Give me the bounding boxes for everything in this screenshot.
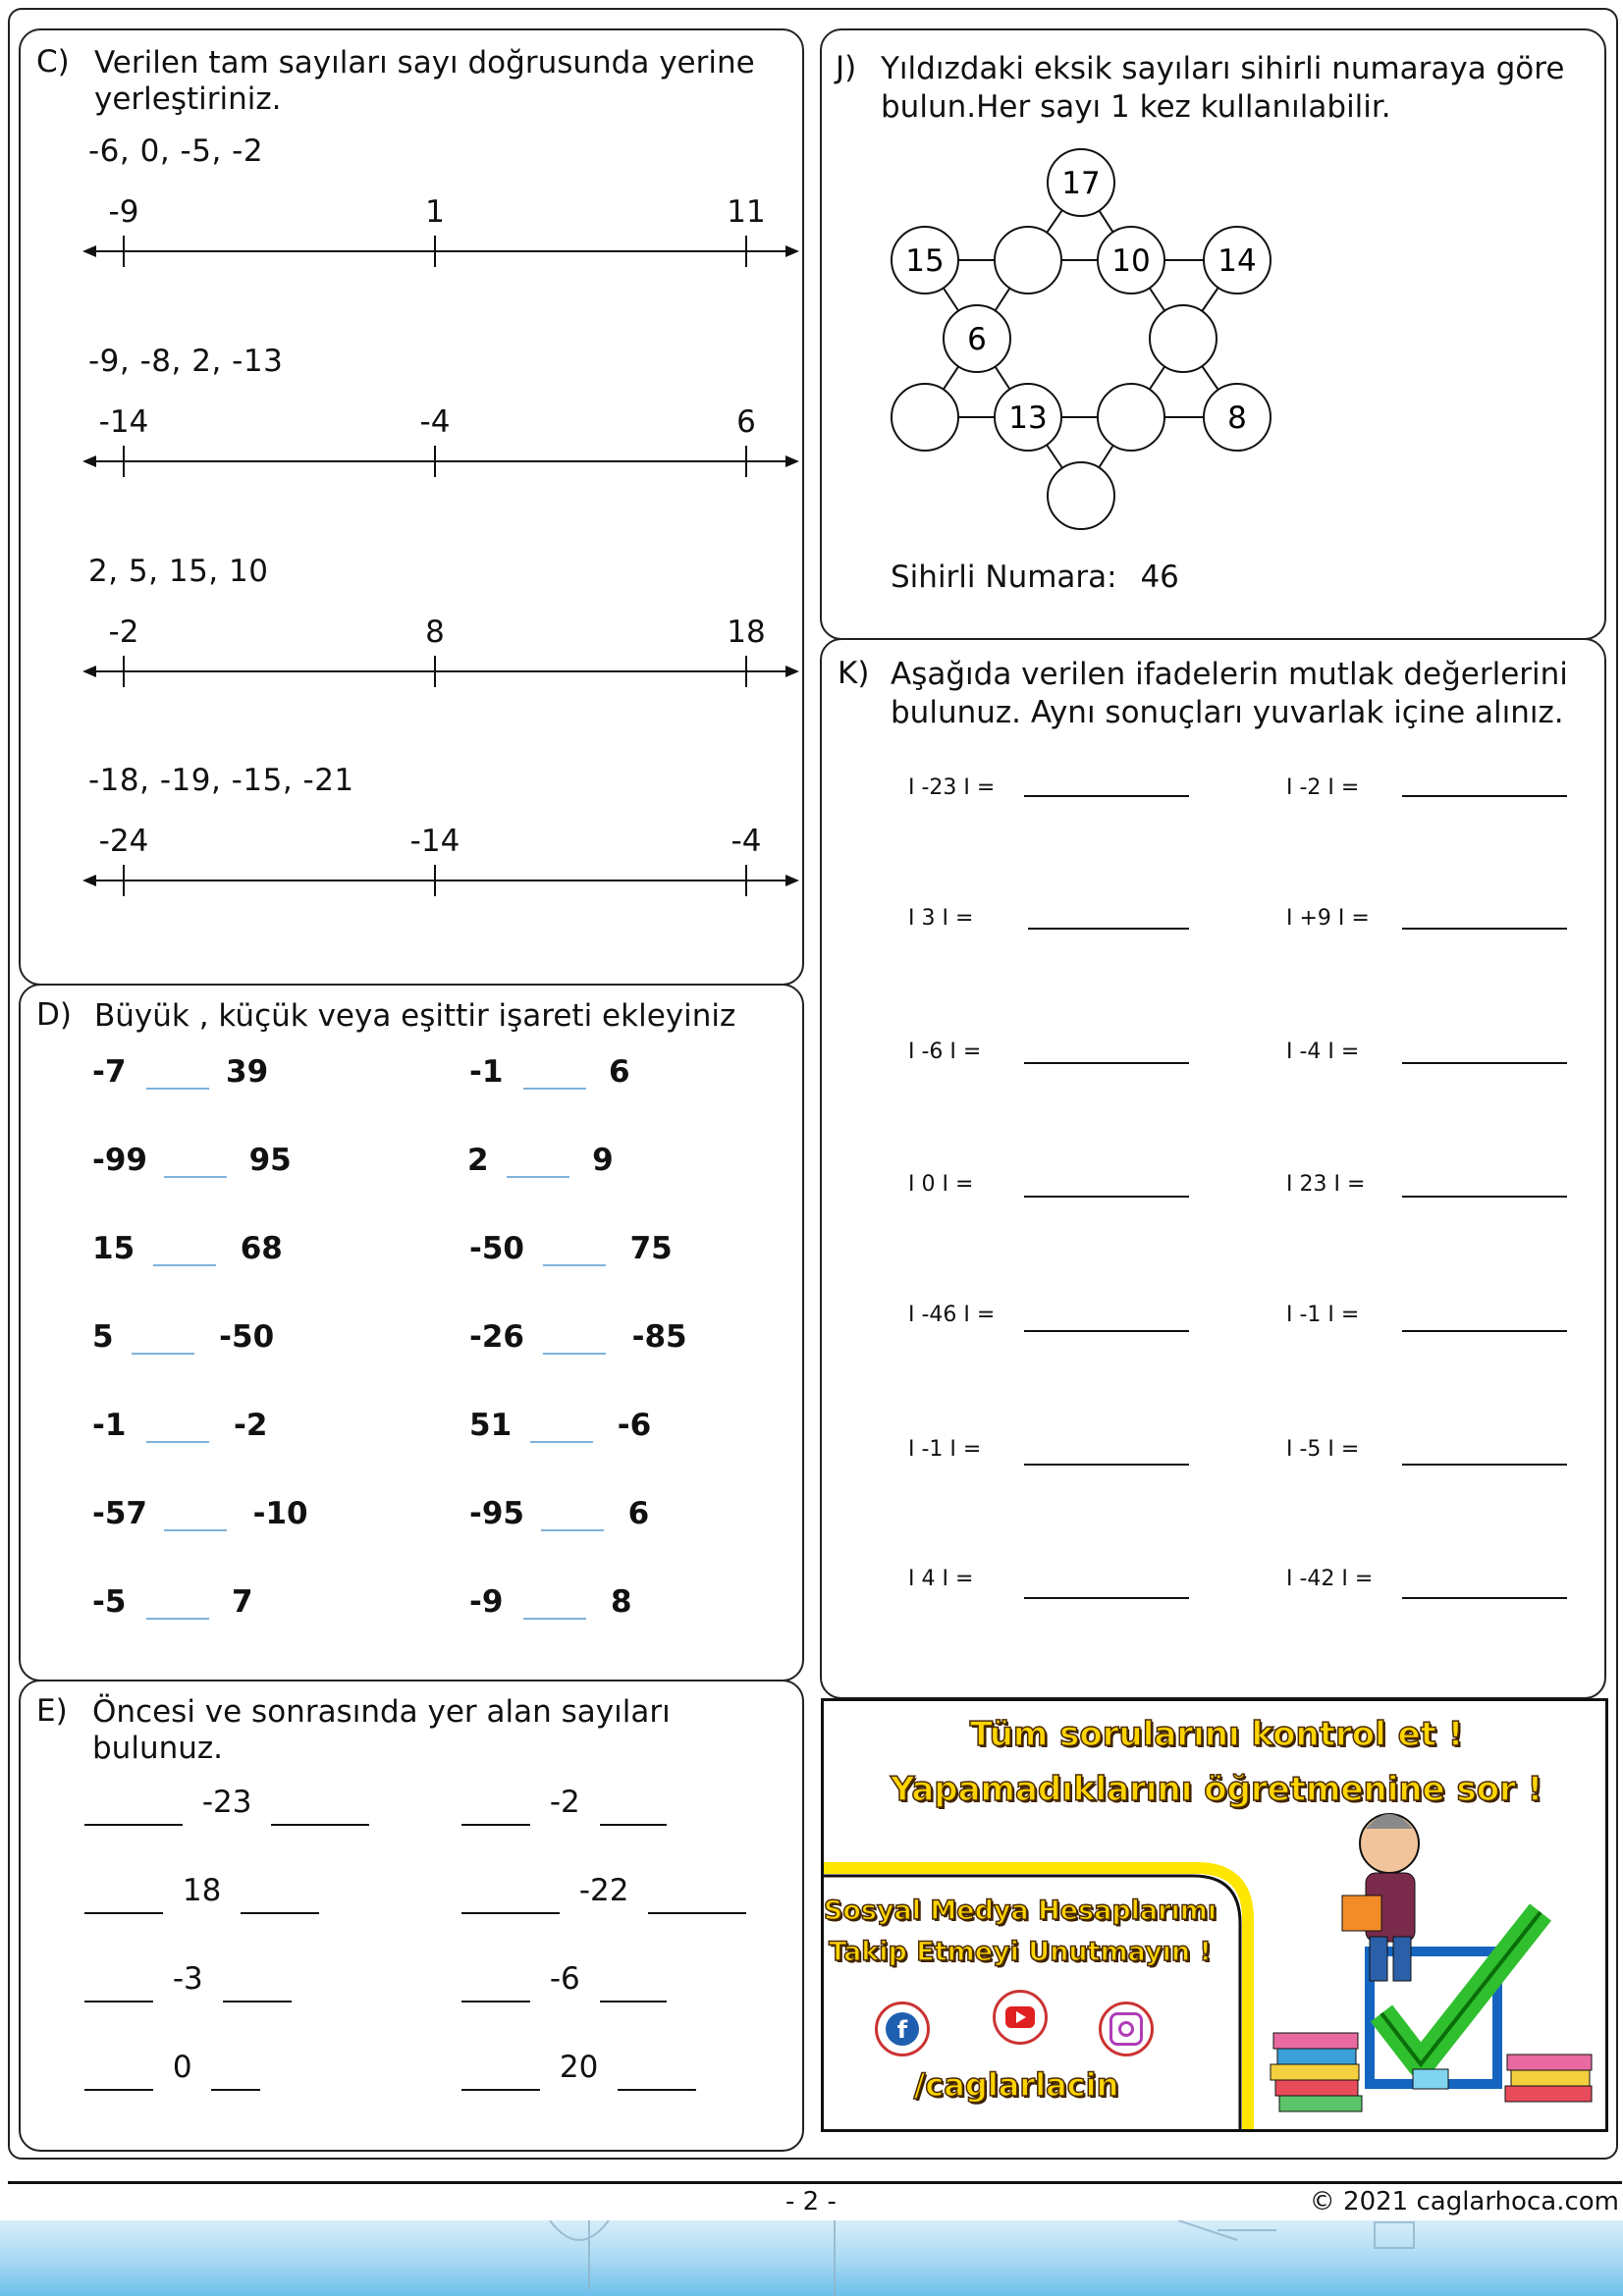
comparison-item xyxy=(92,1582,253,1620)
given-number: -22 xyxy=(578,1873,629,1908)
circle-upper-right[interactable] xyxy=(1204,227,1271,294)
section-k-title-2: bulunuz. Aynı sonuçları yuvarlak içine alınız. xyxy=(891,695,1564,730)
number-list-2: -9, -8, 2, -13 xyxy=(88,344,284,379)
neighbor-item xyxy=(84,1785,369,1826)
answer-blank[interactable] xyxy=(523,1052,586,1090)
footer-divider xyxy=(8,2181,1622,2184)
tick-label-3-right: 18 xyxy=(727,614,766,650)
abs-answer-line[interactable] xyxy=(1024,1464,1189,1466)
circle-upper-mid-left[interactable] xyxy=(995,227,1061,294)
right-number: 95 xyxy=(248,1143,292,1178)
magic-star xyxy=(879,137,1291,550)
comparison-item xyxy=(467,1141,614,1178)
before-blank[interactable] xyxy=(84,2054,153,2091)
promo-handle[interactable]: /caglarlacin xyxy=(913,2066,1119,2104)
abs-answer-line[interactable] xyxy=(1402,1196,1567,1198)
given-number: 0 xyxy=(172,2050,192,2085)
comparison-item xyxy=(92,1229,283,1266)
section-j-title-2: bulun.Her sayı 1 kez kullanılabilir. xyxy=(881,89,1391,125)
abs-expression: I 23 I = xyxy=(1286,1172,1366,1197)
number-list-3: 2, 5, 15, 10 xyxy=(88,554,269,589)
abs-expression: I -23 I = xyxy=(908,775,996,800)
abs-expression: I 0 I = xyxy=(908,1172,974,1197)
magic-number-value: 46 xyxy=(1140,560,1179,595)
circle-lower-mid-left-value: 13 xyxy=(1008,400,1048,436)
tick-label-4-mid: -14 xyxy=(409,824,460,859)
number-line-1 xyxy=(82,232,799,271)
circle-upper-mid-right-value: 10 xyxy=(1111,243,1151,279)
left-number: -99 xyxy=(92,1143,148,1178)
section-j-title-1: Yıldızdaki eksik sayıları sihirli numaraya göre xyxy=(881,51,1565,86)
circle-upper-right-value: 14 xyxy=(1217,243,1257,279)
right-number: 39 xyxy=(226,1054,269,1090)
number-line-4 xyxy=(82,861,799,900)
right-number: 6 xyxy=(609,1054,630,1090)
abs-answer-line[interactable] xyxy=(1024,1196,1189,1198)
instagram-icon[interactable] xyxy=(1099,2002,1154,2056)
section-k-title-1: Aşağıda verilen ifadelerin mutlak değerlerini xyxy=(891,657,1568,692)
after-blank[interactable] xyxy=(241,1877,319,1914)
right-number: -10 xyxy=(252,1496,308,1531)
abs-answer-line[interactable] xyxy=(1024,1597,1189,1599)
before-blank[interactable] xyxy=(461,1965,530,2002)
promo-social-1: Sosyal Medya Hesaplarımı xyxy=(823,1896,1217,1926)
section-e-title-1: Öncesi ve sonrasında yer alan sayıları xyxy=(92,1694,671,1730)
abs-answer-line[interactable] xyxy=(1402,1464,1567,1466)
neighbor-item xyxy=(84,1873,319,1914)
section-k-letter: K) xyxy=(838,656,870,691)
circle-top[interactable] xyxy=(1048,149,1114,216)
answer-blank[interactable] xyxy=(146,1582,209,1620)
comparison-item xyxy=(92,1317,274,1355)
abs-expression: I -6 I = xyxy=(908,1040,982,1064)
comparison-item xyxy=(469,1494,649,1531)
section-d-title: Büyük , küçük veya eşittir işareti ekleyiniz xyxy=(94,998,736,1034)
abs-expression: I -42 I = xyxy=(1286,1567,1374,1591)
right-number: -50 xyxy=(219,1319,275,1355)
answer-blank[interactable] xyxy=(541,1494,604,1531)
answer-blank[interactable] xyxy=(153,1229,216,1266)
promo-social-2: Takip Etmeyi Unutmayın ! xyxy=(829,1937,1212,1967)
left-number: -95 xyxy=(469,1496,525,1531)
neighbor-item xyxy=(84,1961,292,2002)
right-number: -6 xyxy=(617,1408,652,1443)
comparison-item xyxy=(92,1141,292,1178)
abs-answer-line[interactable] xyxy=(1024,1062,1189,1064)
neighbor-item xyxy=(84,2050,260,2091)
right-number: 75 xyxy=(629,1231,673,1266)
before-blank[interactable] xyxy=(84,1789,183,1826)
answer-blank[interactable] xyxy=(523,1582,586,1620)
number-list-4: -18, -19, -15, -21 xyxy=(88,763,354,798)
neighbor-item xyxy=(461,1785,667,1826)
section-j-letter: J) xyxy=(836,50,857,85)
left-number: -1 xyxy=(92,1408,127,1443)
magic-number-label: Sihirli Numara: xyxy=(891,560,1117,595)
comparison-item xyxy=(469,1406,651,1443)
circle-mid-left-value: 6 xyxy=(967,322,987,357)
circle-lower-right[interactable] xyxy=(1204,384,1271,451)
comparison-item xyxy=(92,1494,308,1531)
abs-expression: I -4 I = xyxy=(1286,1040,1360,1064)
comparison-item xyxy=(469,1052,630,1090)
right-number: 9 xyxy=(592,1143,614,1178)
right-number: 8 xyxy=(611,1584,632,1620)
abs-answer-line[interactable] xyxy=(1402,928,1567,930)
neighbor-item xyxy=(461,1961,667,2002)
facebook-icon[interactable]: f xyxy=(875,2002,930,2056)
tick-label-3-left: -2 xyxy=(108,614,139,650)
before-blank[interactable] xyxy=(84,1877,163,1914)
promo-line-1: Tüm sorularını kontrol et ! xyxy=(969,1715,1464,1754)
circle-bottom[interactable] xyxy=(1048,462,1114,529)
circle-lower-mid-right[interactable] xyxy=(1098,384,1164,451)
section-c-title-1: Verilen tam sayıları sayı doğrusunda yerine xyxy=(94,45,755,80)
abs-expression: I -1 I = xyxy=(908,1437,982,1462)
tick-label-1-mid: 1 xyxy=(425,194,445,230)
abs-answer-line[interactable] xyxy=(1402,1597,1567,1599)
abs-answer-line[interactable] xyxy=(1402,1062,1567,1064)
after-blank[interactable] xyxy=(600,1965,667,2002)
page-number: - 2 - xyxy=(785,2187,837,2216)
left-number: 2 xyxy=(467,1143,489,1178)
comparison-item xyxy=(92,1406,267,1443)
comparison-item xyxy=(92,1052,268,1090)
circle-mid-left[interactable] xyxy=(944,305,1010,372)
abs-answer-line[interactable] xyxy=(1024,1330,1189,1332)
circle-lower-right-value: 8 xyxy=(1227,400,1247,436)
number-line-2 xyxy=(82,442,799,481)
answer-blank[interactable] xyxy=(543,1317,606,1355)
promo-line-2: Yapamadıklarını öğretmenine sor ! xyxy=(890,1770,1543,1809)
abs-expression: I -46 I = xyxy=(908,1303,996,1327)
abs-expression: I +9 I = xyxy=(1286,906,1370,931)
after-blank[interactable] xyxy=(271,1789,369,1826)
answer-blank[interactable] xyxy=(164,1141,227,1178)
left-number: -50 xyxy=(469,1231,525,1266)
left-number: -57 xyxy=(92,1496,148,1531)
answer-blank[interactable] xyxy=(146,1406,209,1443)
number-list-1: -6, 0, -5, -2 xyxy=(88,133,264,169)
neighbor-item xyxy=(461,2050,696,2091)
abs-expression: I 4 I = xyxy=(908,1567,974,1591)
abs-answer-line[interactable] xyxy=(1024,795,1189,797)
abs-answer-line[interactable] xyxy=(1402,795,1567,797)
circle-mid-right[interactable] xyxy=(1150,305,1217,372)
circle-lower-mid-left[interactable] xyxy=(995,384,1061,451)
given-number: -6 xyxy=(549,1961,580,1997)
circle-top-value: 17 xyxy=(1061,166,1101,201)
abs-answer-line[interactable] xyxy=(1402,1330,1567,1332)
after-blank[interactable] xyxy=(211,2054,260,2091)
neighbor-item xyxy=(461,1873,746,1914)
tick-label-1-left: -9 xyxy=(108,194,139,230)
before-blank[interactable] xyxy=(461,2054,540,2091)
section-d-letter: D) xyxy=(36,997,72,1033)
answer-blank[interactable] xyxy=(146,1052,209,1090)
left-number: -9 xyxy=(469,1584,504,1620)
before-blank[interactable] xyxy=(461,1789,530,1826)
tick-label-4-left: -24 xyxy=(98,824,149,859)
comparison-item xyxy=(469,1317,687,1355)
left-number: -7 xyxy=(92,1054,127,1090)
left-number: -1 xyxy=(469,1054,504,1090)
right-number: -2 xyxy=(234,1408,268,1443)
abs-expression: I -2 I = xyxy=(1286,775,1360,800)
section-c-title-2: yerleştiriniz. xyxy=(94,81,282,117)
left-number: 5 xyxy=(92,1319,114,1355)
abs-answer-line[interactable] xyxy=(1028,928,1189,930)
section-c-letter: C) xyxy=(36,44,70,80)
given-number: -3 xyxy=(172,1961,203,1997)
answer-blank[interactable] xyxy=(507,1141,569,1178)
answer-blank[interactable] xyxy=(530,1406,593,1443)
answer-blank[interactable] xyxy=(543,1229,606,1266)
circle-upper-mid-right[interactable] xyxy=(1098,227,1164,294)
abs-expression: I -1 I = xyxy=(1286,1303,1360,1327)
after-blank[interactable] xyxy=(223,1965,292,2002)
right-number: -85 xyxy=(631,1319,687,1355)
after-blank[interactable] xyxy=(648,1877,746,1914)
before-blank[interactable] xyxy=(461,1877,560,1914)
given-number: 18 xyxy=(182,1873,222,1908)
comparison-item xyxy=(469,1229,673,1266)
tick-label-4-right: -4 xyxy=(730,824,762,859)
abs-expression: I 3 I = xyxy=(908,906,974,931)
tick-label-3-mid: 8 xyxy=(425,614,445,650)
answer-blank[interactable] xyxy=(132,1317,194,1355)
promo-banner xyxy=(821,1698,1608,2132)
before-blank[interactable] xyxy=(84,1965,153,2002)
tick-label-1-right: 11 xyxy=(727,194,766,230)
section-e-letter: E) xyxy=(36,1693,68,1729)
circle-upper-left[interactable] xyxy=(892,227,958,294)
answer-blank[interactable] xyxy=(164,1494,227,1531)
tick-label-2-right: 6 xyxy=(736,404,756,440)
comparison-item xyxy=(469,1582,632,1620)
left-number: -26 xyxy=(469,1319,525,1355)
abs-expression: I -5 I = xyxy=(1286,1437,1360,1462)
right-number: 6 xyxy=(627,1496,650,1531)
decorative-math-banner xyxy=(0,2220,1623,2296)
magic-number-row xyxy=(891,559,1179,596)
right-number: 68 xyxy=(240,1231,283,1266)
left-number: 15 xyxy=(92,1231,135,1266)
number-line-3 xyxy=(82,652,799,691)
right-number: 7 xyxy=(232,1584,253,1620)
copyright: © 2021 caglarhoca.com xyxy=(1309,2187,1619,2216)
section-e-title-2: bulunuz. xyxy=(92,1731,224,1766)
given-number: 20 xyxy=(559,2050,599,2085)
circle-upper-left-value: 15 xyxy=(905,243,945,279)
math-decoration xyxy=(0,2220,1623,2296)
youtube-icon[interactable] xyxy=(993,1990,1048,2045)
circle-lower-left[interactable] xyxy=(892,384,958,451)
after-blank[interactable] xyxy=(618,2054,696,2091)
tick-label-2-left: -14 xyxy=(98,404,149,440)
tick-label-2-mid: -4 xyxy=(419,404,451,440)
given-number: -2 xyxy=(549,1785,580,1820)
left-number: 51 xyxy=(469,1408,513,1443)
left-number: -5 xyxy=(92,1584,127,1620)
after-blank[interactable] xyxy=(600,1789,667,1826)
given-number: -23 xyxy=(201,1785,252,1820)
